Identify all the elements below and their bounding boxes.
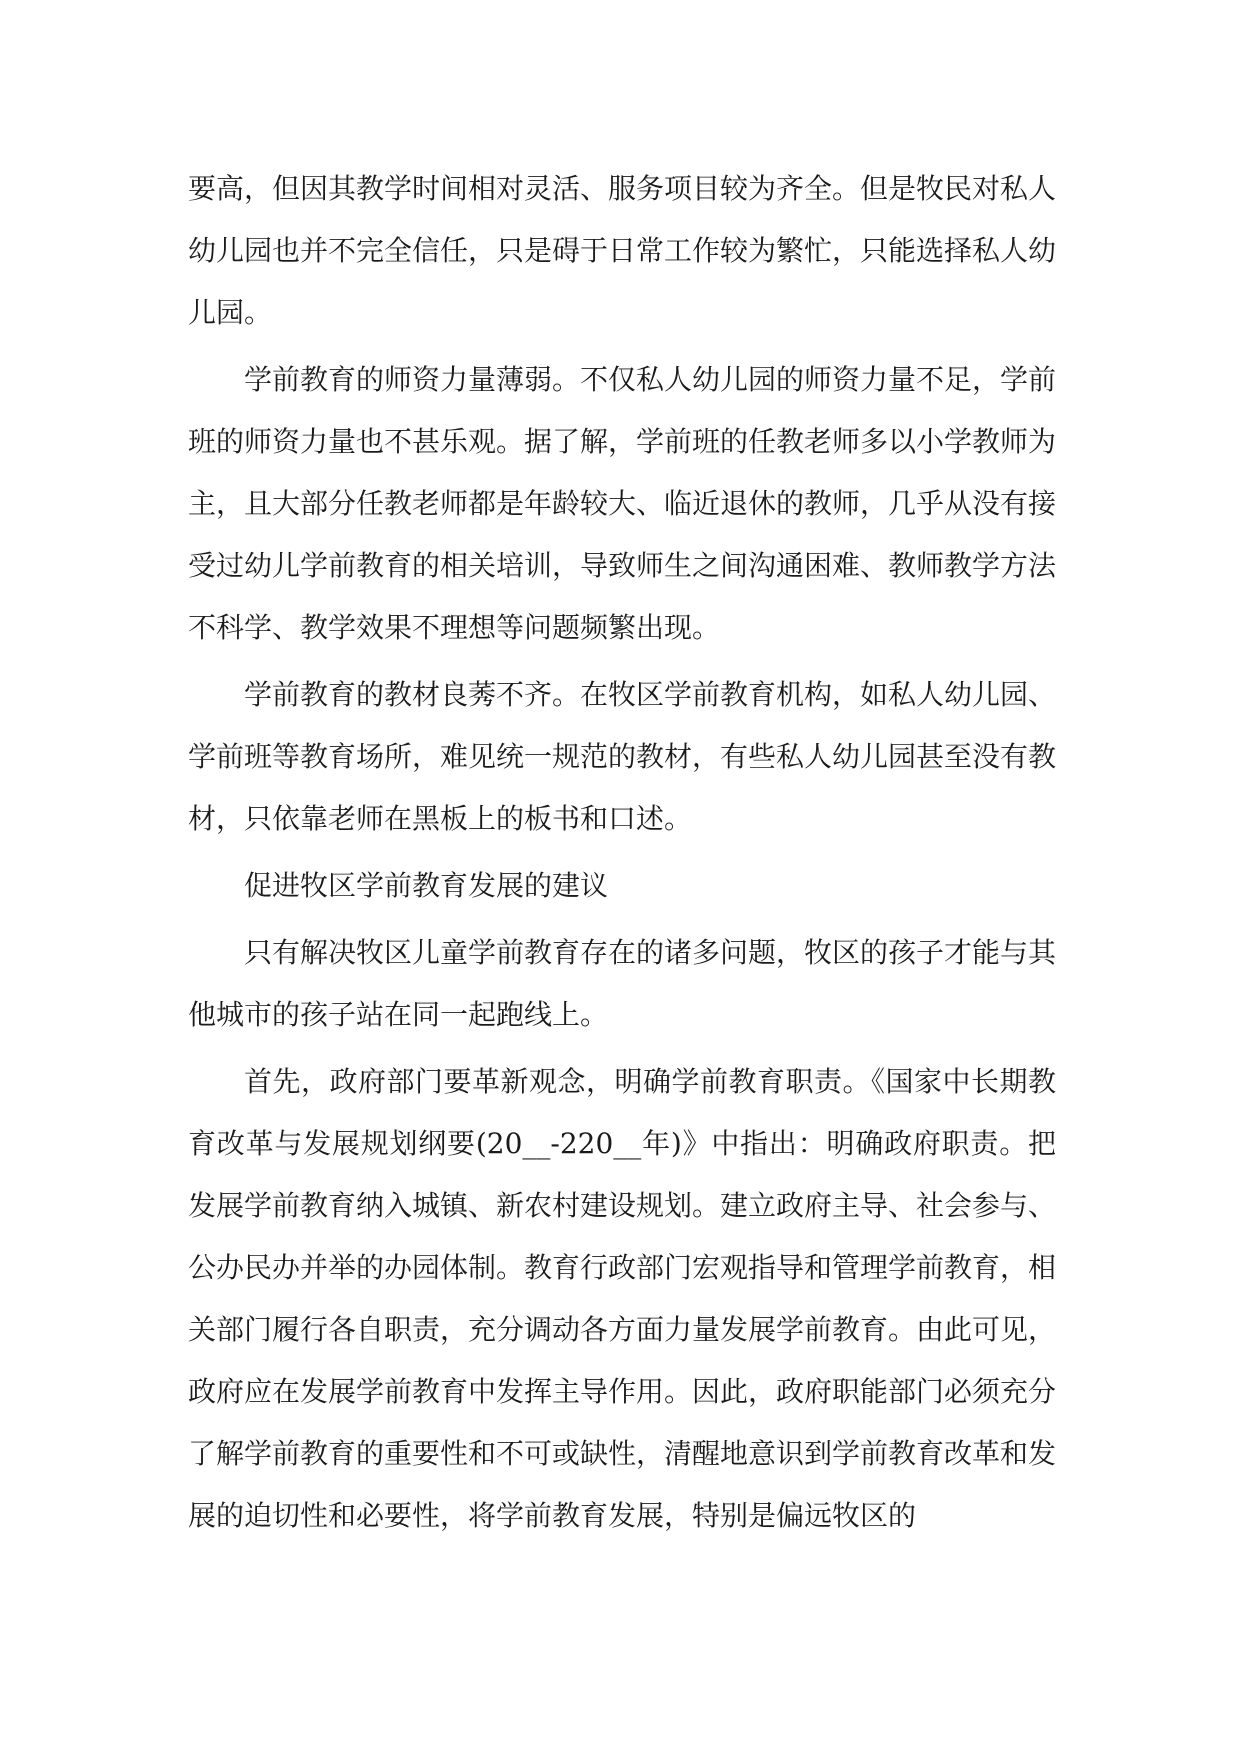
paragraph-textbook-quality: 学前教育的教材良莠不齐。在牧区学前教育机构，如私人幼儿园、学前班等教育场所，难见统一规范的教材，有些私人幼儿园甚至没有教材，只依靠老师在黑板上的板书和口述。 [188,678,1057,835]
paragraph-continuation: 要高，但因其教学时间相对灵活、服务项目较为齐全。但是牧民对私人幼儿园也并不完全信任，只是碍于日常工作较为繁忙，只能选择私人幼儿园。 [188,172,1057,329]
document-body [188,158,1056,1547]
paragraph-government-role: 首先，政府部门要革新观念，明确学前教育职责。《国家中长期教育改革与发展规划纲要(20__-220__年)》中指出：明确政府职责。把发展学前教育纳入城镇、新农村建设规划。建立政府主导、社会参与、公办民办并举的办园体制。教育行政部门宏观指导和管理学前教育，相关部门履行各自职责，充分调动各方面力量发展学前教育。由此可见，政府应在发展学前教育中发挥主导作用。因此，政府职能部门必须充分了解学前教育的重要性和不可或缺性，清醒地意识到学前教育改革和发展的迫切性和必要性，将学前教育发展，特别是偏远牧区的 [188,1065,1057,1532]
paragraph-solve-problems: 只有解决牧区儿童学前教育存在的诸多问题，牧区的孩子才能与其他城市的孩子站在同一起跑线上。 [188,936,1057,1031]
paragraph-teacher-shortage: 学前教育的师资力量薄弱。不仅私人幼儿园的师资力量不足，学前班的师资力量也不甚乐观。据了解，学前班的任教老师多以小学教师为主，且大部分任教老师都是年龄较大、临近退休的教师，几乎从没有接受过幼儿学前教育的相关培训，导致师生之间沟通困难、教师教学方法不科学、教学效果不理想等问题频繁出现。 [188,363,1057,644]
section-heading-suggestions: 促进牧区学前教育发展的建议 [244,869,609,902]
